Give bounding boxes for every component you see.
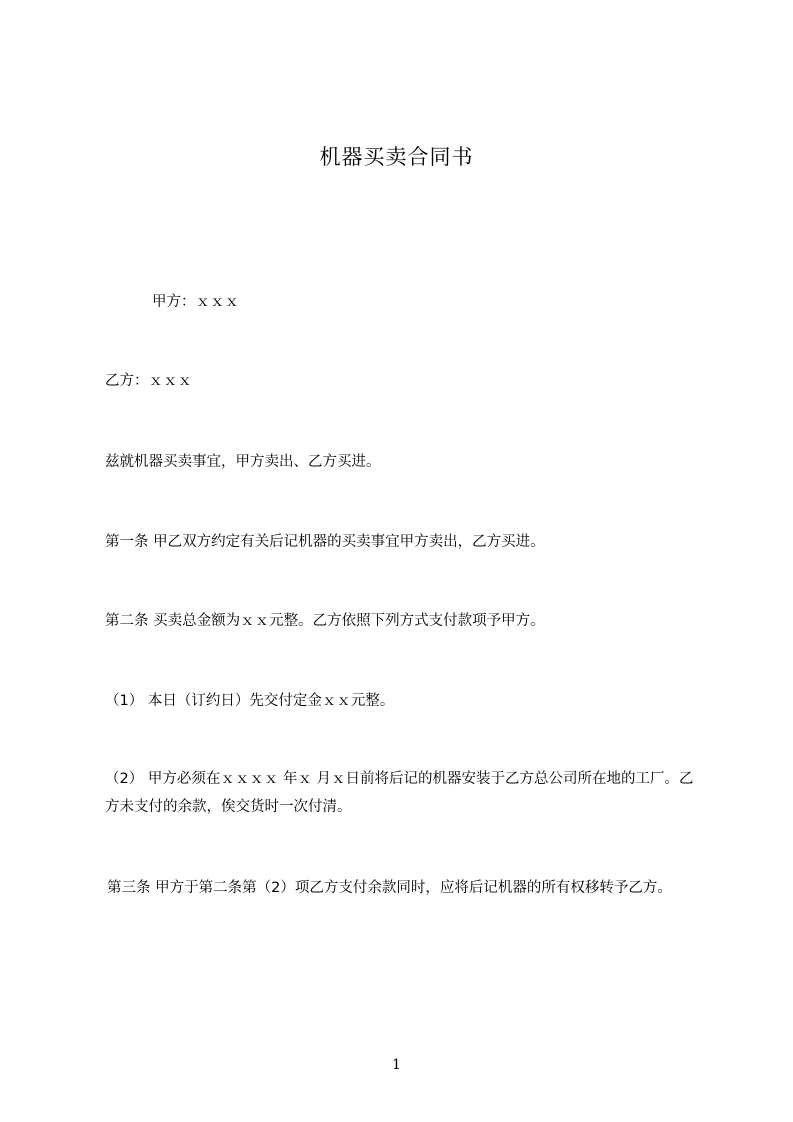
item-2-paragraph: （2） 甲方必须在ｘｘｘｘ 年ｘ 月ｘ日前将后记的机器安装于乙方总公司所在地的工厂。乙方未支付的余款，俟交货时一次付清。 (105, 771, 694, 815)
item-1-paragraph: （1） 本日（订约日）先交付定金ｘｘ元整。 (105, 693, 395, 709)
party-b-line: 乙方：ｘｘｘ (105, 373, 192, 389)
document-title: 机器买卖合同书 (319, 145, 474, 169)
party-a-line: 甲方：ｘｘｘ (152, 294, 239, 310)
article-1-paragraph: 第一条 甲乙双方约定有关后记机器的买卖事宜甲方卖出，乙方买进。 (105, 534, 545, 550)
intro-paragraph: 兹就机器买卖事宜，甲方卖出、乙方买进。 (105, 454, 381, 470)
article-3-paragraph: 第三条 甲方于第二条第（2）项乙方支付余款同时，应将后记机器的所有权移转予乙方。 (107, 880, 672, 896)
article-2-paragraph: 第二条 买卖总金额为ｘｘ元整。乙方依照下列方式支付款项予甲方。 (105, 613, 545, 629)
page-number: 1 (392, 1057, 401, 1073)
